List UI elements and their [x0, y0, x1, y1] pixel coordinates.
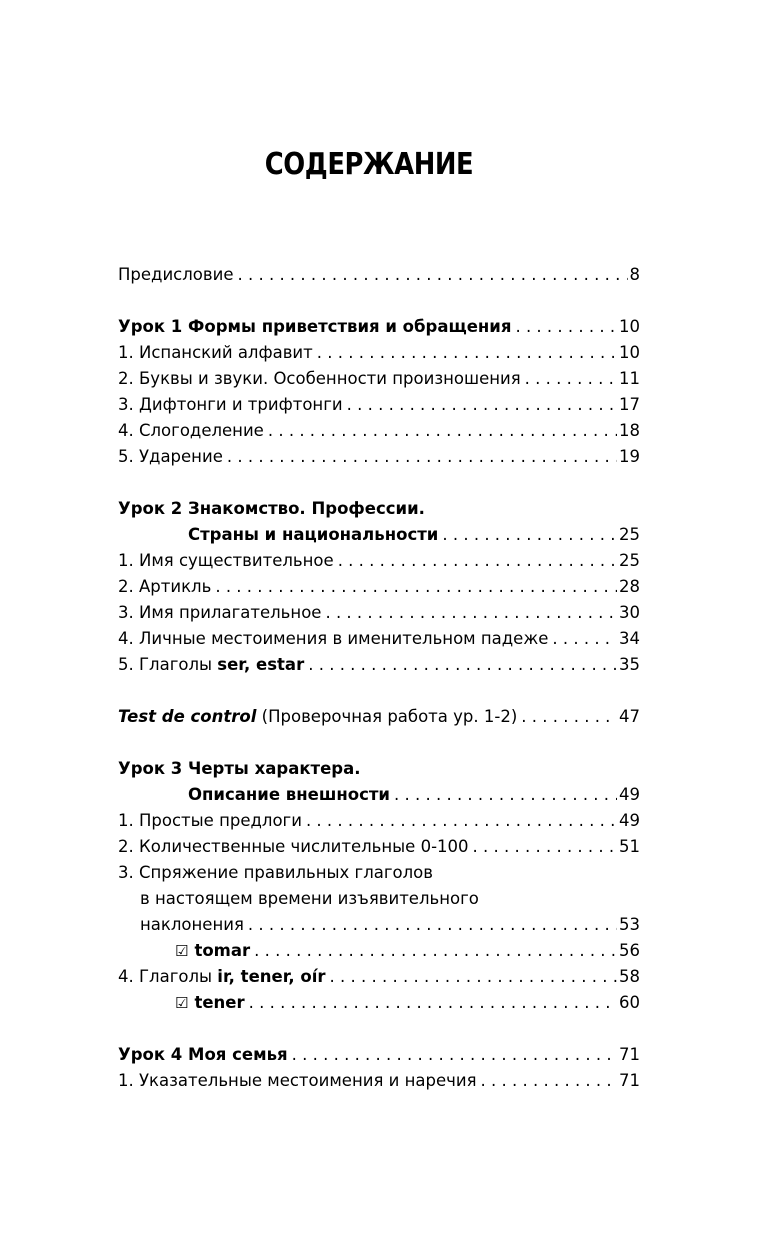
toc-entry-label-bold-italic: Test de control [118, 707, 257, 726]
dot-leader [394, 782, 617, 808]
dot-leader [215, 574, 617, 600]
dot-leader [330, 964, 617, 990]
toc-entry-label-plain: 4. Глаголы [118, 967, 218, 986]
toc-entry-verb[interactable] [118, 938, 640, 964]
toc-lesson-title: Урок 1 Формы приветствия и обращения [118, 317, 512, 336]
dot-leader [473, 834, 617, 860]
toc-lesson-title: Урок 4 Моя семья [118, 1045, 288, 1064]
toc-entry[interactable] [118, 548, 640, 574]
toc-entry-label: 3. Имя прилагательное [118, 603, 322, 622]
toc-entry-label: 4. Слогоделение [118, 421, 264, 440]
toc-entry-label: 2. Артикль [118, 577, 212, 596]
toc-entry-label: 3. Спряжение правильных глаголов [118, 863, 433, 882]
toc-lesson-title: Урок 3 Черты характера. [118, 759, 361, 778]
toc-entry-label-bold: tomar [194, 941, 251, 960]
toc-entry-label [118, 652, 304, 678]
toc-entry[interactable] [118, 392, 640, 418]
toc-page-number: 19 [619, 447, 640, 466]
dot-leader [552, 626, 617, 652]
toc-lesson-2-heading-line1[interactable] [118, 496, 640, 522]
dot-leader [317, 340, 617, 366]
dot-leader [525, 366, 617, 392]
toc-page-number: 71 [619, 1071, 640, 1090]
toc-page-number: 51 [619, 837, 640, 856]
toc-entry-label [118, 990, 245, 1016]
toc-page-number: 17 [619, 395, 640, 414]
toc-lesson-3-heading-line1[interactable] [118, 756, 640, 782]
toc-entry[interactable] [118, 600, 640, 626]
dot-leader [306, 808, 617, 834]
dot-leader [254, 938, 617, 964]
toc-entry-preface[interactable] [118, 262, 640, 288]
toc-entry-label: 1. Простые предлоги [118, 811, 302, 830]
toc-entry-test[interactable] [118, 704, 640, 730]
toc-entry-line3[interactable] [118, 912, 640, 938]
toc-page-number: 35 [619, 655, 640, 674]
table-of-contents [118, 262, 640, 1094]
toc-entry-label-bold: tener [194, 993, 245, 1012]
toc-entry-label: наклонения [140, 915, 244, 934]
toc-lesson-subtitle: Описание внешности [188, 785, 390, 804]
dot-leader [308, 652, 617, 678]
dot-leader [481, 1068, 617, 1094]
dot-leader [268, 418, 617, 444]
toc-entry-label: 1. Имя существительное [118, 551, 334, 570]
toc-entry-label [118, 938, 250, 964]
toc-entry-label: 2. Количественные числительные 0-100 [118, 837, 469, 856]
dot-leader [347, 392, 617, 418]
dot-leader [248, 912, 617, 938]
toc-entry[interactable] [118, 964, 640, 990]
toc-lesson-4-heading[interactable] [118, 1042, 640, 1068]
toc-page-number: 10 [619, 317, 640, 336]
toc-entry[interactable] [118, 340, 640, 366]
toc-entry-label: 3. Дифтонги и трифтонги [118, 395, 343, 414]
toc-page-number: 60 [619, 993, 640, 1012]
toc-page-number: 47 [619, 707, 640, 726]
page-title: СОДЕРЖАНИЕ [264, 147, 474, 182]
toc-page-number: 18 [619, 421, 640, 440]
toc-entry-line2[interactable] [118, 886, 640, 912]
dot-leader [237, 262, 627, 288]
toc-entry-label-bold: ser, estar [217, 655, 305, 674]
toc-lesson-1-heading[interactable] [118, 314, 640, 340]
toc-entry-label: 1. Испанский алфавит [118, 343, 313, 362]
dot-leader [325, 600, 617, 626]
toc-page-number: 49 [619, 811, 640, 830]
toc-entry-label [118, 964, 326, 990]
toc-entry-label [118, 704, 517, 730]
toc-page-number: 30 [619, 603, 640, 622]
toc-entry[interactable] [118, 418, 640, 444]
toc-page-number: 53 [619, 915, 640, 934]
toc-entry[interactable] [118, 1068, 640, 1094]
toc-page-number: 8 [629, 265, 640, 284]
toc-entry[interactable] [118, 366, 640, 392]
toc-entry-verb[interactable] [118, 990, 640, 1016]
toc-entry[interactable] [118, 652, 640, 678]
toc-page-number: 10 [619, 343, 640, 362]
toc-entry-label: в настоящем времени изъявительного [140, 889, 479, 908]
toc-page-number: 28 [619, 577, 640, 596]
toc-entry-label: 5. Ударение [118, 447, 223, 466]
dot-leader [521, 704, 617, 730]
toc-page-number: 49 [619, 785, 640, 804]
toc-lesson-subtitle: Страны и национальности [188, 525, 439, 544]
toc-page-number: 11 [619, 369, 640, 388]
toc-lesson-2-heading-line2[interactable] [118, 522, 640, 548]
toc-entry-label-plain: (Проверочная работа ур. 1-2) [256, 707, 518, 726]
toc-page-number: 71 [619, 1045, 640, 1064]
checkbox-icon: ☑ [175, 994, 189, 1012]
dot-leader [227, 444, 617, 470]
toc-entry-line1[interactable] [118, 860, 640, 886]
toc-page-number: 25 [619, 551, 640, 570]
checkbox-icon: ☑ [175, 942, 189, 960]
toc-lesson-3-heading-line2[interactable] [118, 782, 640, 808]
toc-page-number: 58 [619, 967, 640, 986]
toc-entry-label: 4. Личные местоимения в именительном падеже [118, 629, 549, 648]
toc-page-number: 56 [619, 941, 640, 960]
toc-entry-label-bold: ir, tener, oír [217, 967, 326, 986]
toc-page-number: 34 [619, 629, 640, 648]
toc-lesson-title: Урок 2 Знакомство. Профессии. [118, 499, 425, 518]
dot-leader [515, 314, 617, 340]
dot-leader [249, 990, 617, 1016]
toc-entry[interactable] [118, 444, 640, 470]
toc-entry-label: Предисловие [118, 265, 234, 284]
toc-entry-label-plain: 5. Глаголы [118, 655, 218, 674]
toc-entry[interactable] [118, 834, 640, 860]
toc-page-number: 25 [619, 525, 640, 544]
dot-leader [442, 522, 617, 548]
dot-leader [338, 548, 617, 574]
toc-entry-label: 2. Буквы и звуки. Особенности произношения [118, 369, 521, 388]
toc-entry[interactable] [118, 808, 640, 834]
dot-leader [292, 1042, 617, 1068]
toc-entry[interactable] [118, 626, 640, 652]
toc-entry[interactable] [118, 574, 640, 600]
toc-entry-label: 1. Указательные местоимения и наречия [118, 1071, 477, 1090]
